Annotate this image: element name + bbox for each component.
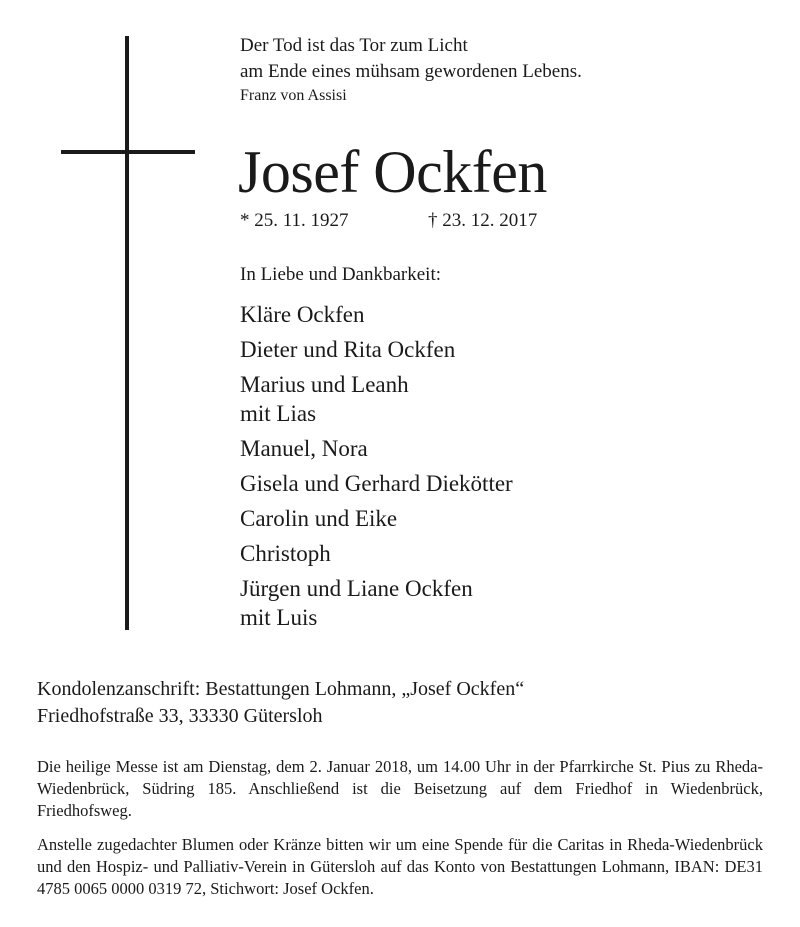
cross-icon-vertical xyxy=(125,36,129,630)
mourner-line: mit Lias xyxy=(240,401,317,426)
birth-date: * 25. 11. 1927 xyxy=(240,210,349,231)
mass-paragraph: Die heilige Messe ist am Dienstag, dem 2. Januar 2018, um 14.00 Uhr in der Pfarrkirche St. Pius zu Rheda-Wiedenbrück, Südring 185. Anschließend ist die Beisetzung auf dem Friedhof in Wiedenbrück, Friedhofsweg. xyxy=(37,757,763,820)
mourners-list xyxy=(240,300,513,638)
mourner-item xyxy=(240,539,513,568)
quote xyxy=(240,33,582,107)
mourner-line: Gisela und Gerhard Diekötter xyxy=(240,471,513,496)
mourner-item xyxy=(240,469,513,498)
mourner-item xyxy=(240,370,513,428)
cross-icon-horizontal xyxy=(61,150,195,154)
donation-paragraph: Anstelle zugedachter Blumen oder Kränze bitten wir um eine Spende für die Caritas in Rheda-Wiedenbrück und den Hospiz- und Palliativ-Verein in Gütersloh auf das Konto von Bestattungen Lohmann, IBAN: DE31 4785 0065 0000 0319 72, Stichwort: Josef Ockfen. xyxy=(37,835,763,898)
quote-line-1: Der Tod ist das Tor zum Licht xyxy=(240,35,468,56)
condolence-line-2: Friedhofstraße 33, 33330 Gütersloh xyxy=(37,705,323,727)
condolence-address xyxy=(37,676,524,730)
quote-line-2: am Ende eines mühsam gewordenen Lebens. xyxy=(240,61,582,82)
mourner-line: Carolin und Eike xyxy=(240,506,398,531)
mourner-item xyxy=(240,434,513,463)
condolence-line-1: Kondolenzanschrift: Bestattungen Lohmann, „Josef Ockfen“ xyxy=(37,678,525,700)
mourner-item xyxy=(240,504,513,533)
mourner-line: mit Luis xyxy=(240,605,318,630)
deceased-name: Josef Ockfen xyxy=(238,139,547,205)
death-date: † 23. 12. 2017 xyxy=(428,210,538,231)
mourner-line: Christoph xyxy=(240,541,331,566)
mourner-line: Marius und Leanh xyxy=(240,372,409,397)
mourner-line: Manuel, Nora xyxy=(240,436,368,461)
quote-author: Franz von Assisi xyxy=(240,87,347,104)
mourner-item xyxy=(240,335,513,364)
mourner-line: Kläre Ockfen xyxy=(240,302,365,327)
mourner-line: Jürgen und Liane Ockfen xyxy=(240,576,473,601)
mourner-item xyxy=(240,300,513,329)
mourner-item xyxy=(240,574,513,632)
mourner-line: Dieter und Rita Ockfen xyxy=(240,337,456,362)
mourners-intro: In Liebe und Dankbarkeit: xyxy=(240,264,442,285)
